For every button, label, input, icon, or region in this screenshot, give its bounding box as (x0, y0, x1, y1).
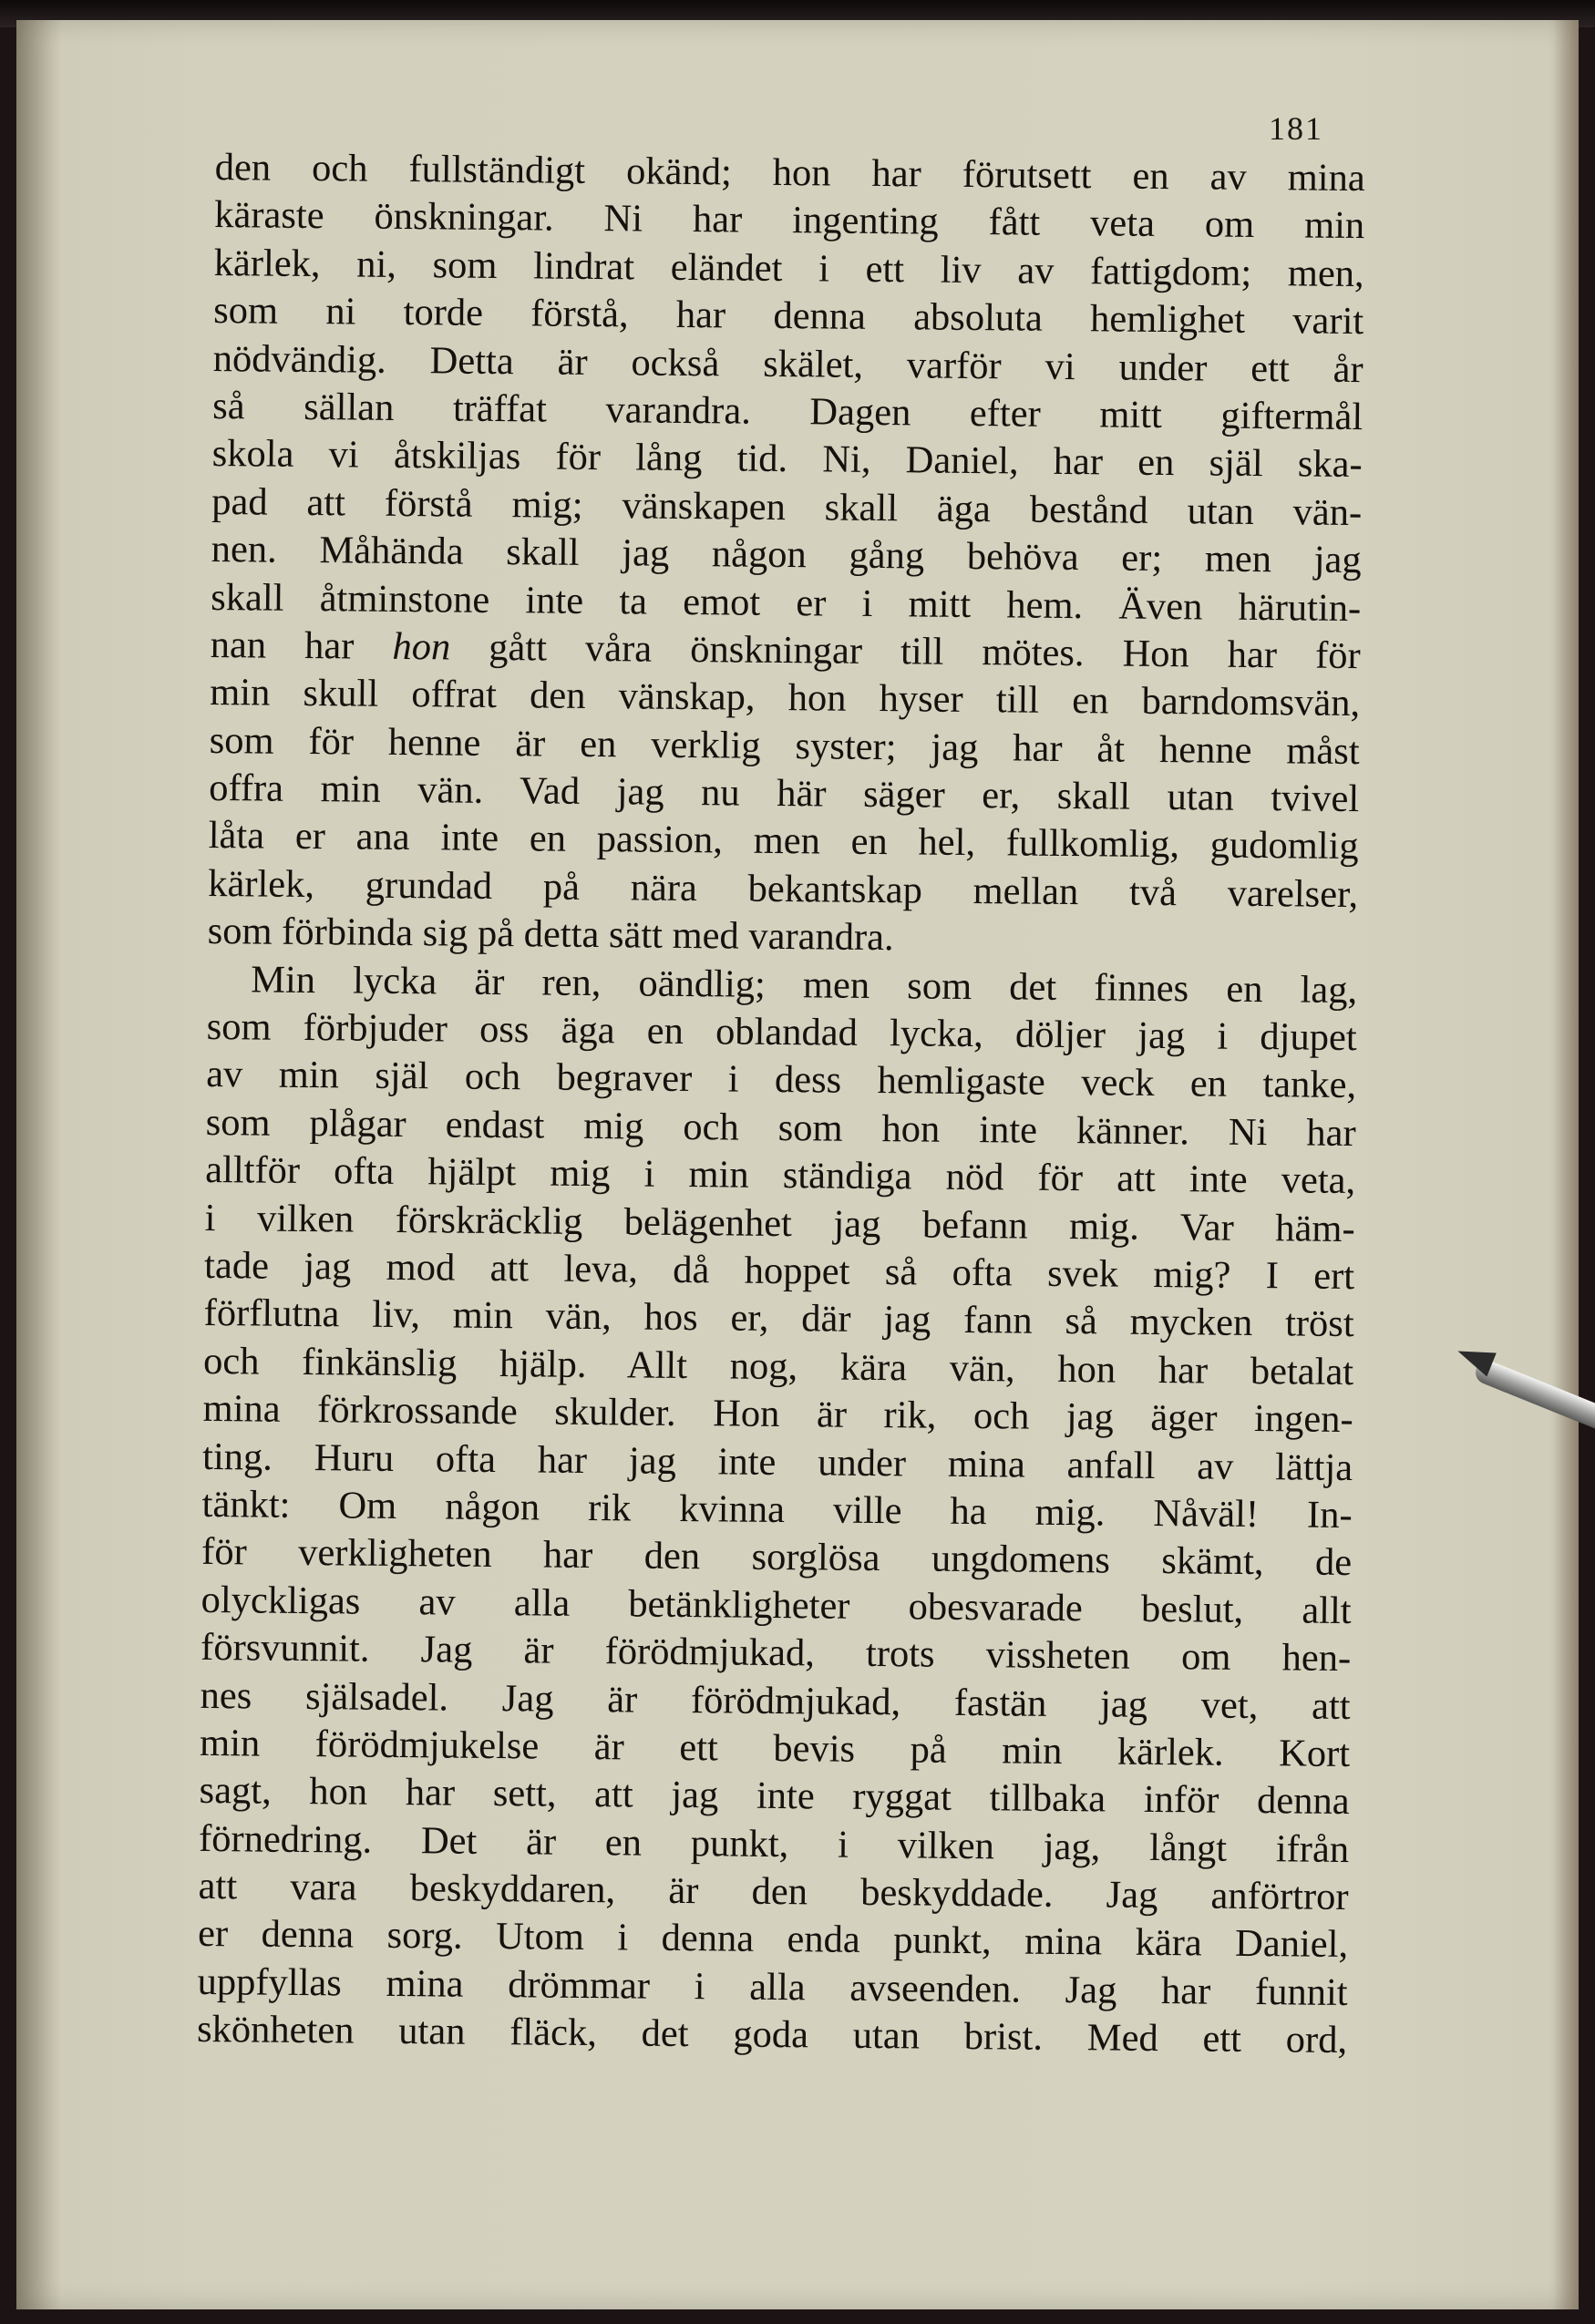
text-line: ting. Huru ofta har jag inte under mina anfall av lättja (201, 1435, 1353, 1489)
text-line: mina förkrossande skulder. Hon är rik, och jag äger ingen- (202, 1387, 1353, 1442)
paragraph-start-line: Min lycka är ren, oändlig; men som det finnes en lag, (250, 958, 1358, 1012)
text-line: låta er ana inte en passion, men en hel, fullkomlig, gudomlig (208, 814, 1359, 869)
text-line: försvunnit. Jag är förödmjukad, trots vissheten om hen- (200, 1626, 1352, 1681)
text-line: kärlek, ni, som lindrat eländet i ett liv av fattigdom; men, (213, 241, 1364, 295)
page-fore-edge (1553, 20, 1579, 2309)
text-line: av min själ och begraver i dess hemligaste veck en tanke, (205, 1053, 1357, 1107)
text-line: min förödmjukelse är ett bevis på min kärlek. Kort (199, 1721, 1351, 1775)
text-segment: nan har (210, 622, 355, 668)
text-line: olyckligas av alla betänkligheter obesvarade beslut, allt (201, 1578, 1352, 1632)
emphasized-word: hon (392, 624, 451, 669)
text-line: nes själsadel. Jag är förödmjukad, fastän jag vet, att (200, 1673, 1351, 1728)
text-line: som ni torde förstå, har denna absoluta hemlighet varit (213, 289, 1364, 344)
text-line: uppfyllas mina drömmar i alla avseenden. Jag har funnit (197, 1959, 1348, 2014)
text-line: att vara beskyddaren, är den beskyddade. Jag anförtror (198, 1864, 1349, 1919)
text-line: den och fullständigt okänd; hon har förutsett en av mina (214, 145, 1365, 201)
text-line: min skull offrat den vänskap, hon hyser till en barndomsvän, (209, 671, 1361, 725)
text-line: nen. Måhända skall jag någon gång behöva er; men jag (211, 528, 1362, 582)
text-line: skönheten utan fläck, det goda utan brist. Med ett ord, (196, 2008, 1348, 2062)
text-line: förnedring. Det är en punkt, i vilken jag, långt ifrån (198, 1816, 1350, 1871)
text-line: förflutna liv, min vän, hos er, där jag fann så mycken tröst (203, 1291, 1354, 1346)
text-line: och finkänslig hjälp. Allt nog, kära vän, hon har betalat (202, 1339, 1354, 1393)
text-line: i vilken förskräcklig belägenhet jag befann mig. Var häm- (204, 1196, 1355, 1250)
text-line: alltför ofta hjälpt mig i min ständiga nöd för att inte veta, (204, 1148, 1356, 1203)
body-text (197, 144, 1365, 2065)
text-line: er denna sorg. Utom i denna enda punkt, mina kära Daniel, (197, 1912, 1349, 1967)
text-line: för verkligheten har den sorglösa ungdomens skämt, de (201, 1530, 1353, 1585)
text-line: skall åtminstone inte ta emot er i mitt hem. Även härutin- (211, 575, 1362, 630)
text-line: tänkt: Om någon rik kvinna ville ha mig. Nåväl! In- (201, 1482, 1353, 1537)
text-line: som för henne är en verklig syster; jag har åt henne måst (209, 718, 1360, 773)
paragraph-end-line: som förbinda sig på detta sätt med varandra. (207, 910, 894, 960)
text-line: så sällan träffat varandra. Dagen efter mitt giftermål (212, 384, 1363, 439)
text-line: käraste önskningar. Ni har ingenting fått veta om min (214, 193, 1365, 248)
text-line: som plågar endast mig och som hon inte känner. Ni har (205, 1100, 1356, 1155)
text-line: offra min vän. Vad jag nu här säger er, skall utan tvivel (208, 766, 1360, 821)
text-line: kärlek, grundad på nära bekantskap mellan två varelser, (207, 861, 1359, 916)
text-line: tade jag mod att leva, då hoppet så ofta svek mig? I ert (203, 1243, 1355, 1299)
text-line: sagt, hon har sett, att jag inte ryggat tillbaka inför denna (199, 1769, 1350, 1824)
text-segment: gått våra önskningar till mötes. Hon har för (489, 625, 1361, 677)
text-line: som förbjuder oss äga en oblandad lycka, döljer jag i djupet (206, 1004, 1357, 1060)
text-line: skola vi åtskiljas för lång tid. Ni, Daniel, har en själ ska- (211, 432, 1363, 487)
text-line: nödvändig. Detta är också skälet, varför vi under ett år (212, 336, 1363, 391)
binding-shadow (16, 20, 62, 2309)
page-number: 181 (1269, 110, 1323, 147)
text-line: pad att förstå mig; vänskapen skall äga bestånd utan vän- (211, 479, 1363, 534)
